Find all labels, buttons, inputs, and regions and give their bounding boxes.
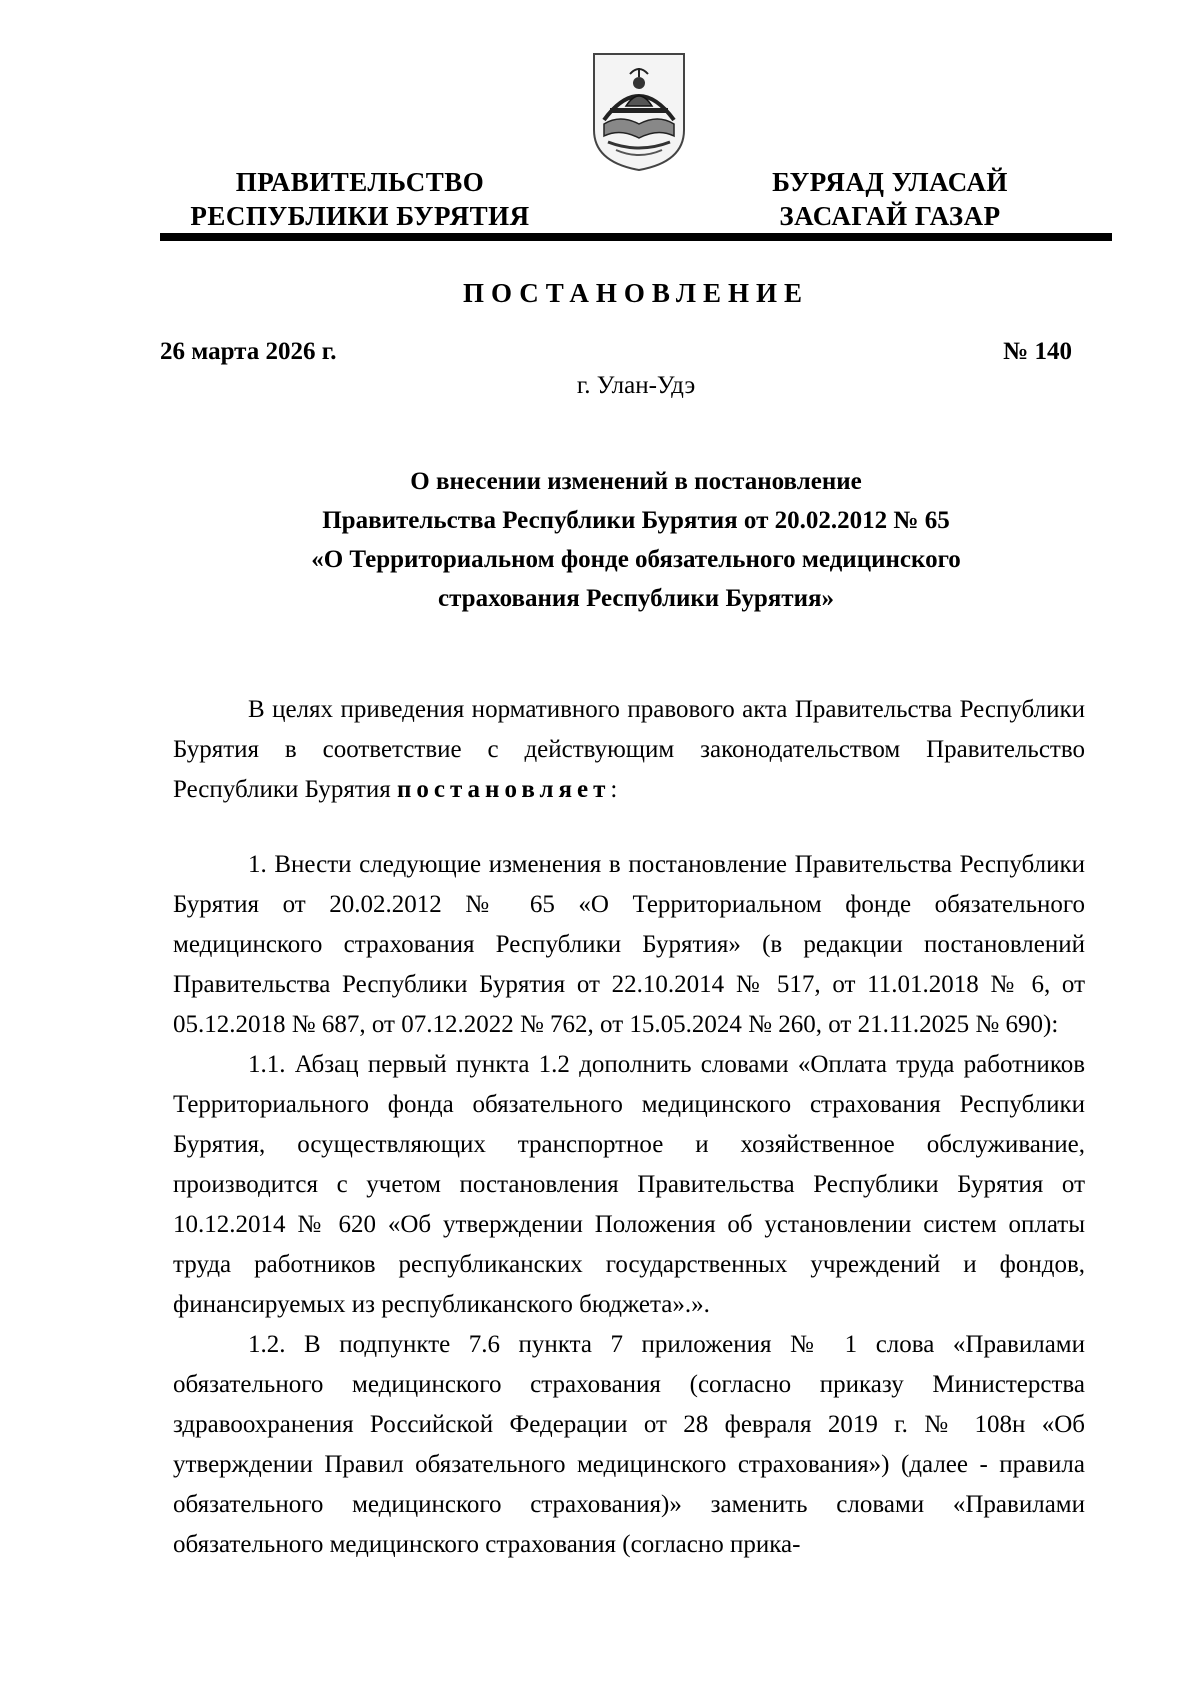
title-line-3: «О Территориальном фонде обязательного медицинского	[311, 546, 961, 573]
header-left-line1: ПРАВИТЕЛЬСТВО	[235, 167, 485, 197]
header-divider	[160, 233, 1112, 241]
clause-1: 1. Внести следующие изменения в постановление Правительства Республики Бурятия от 20.02.2012 № 65 «О Территориальном фонде обязательного медицинского страхования Республики Бурятия» (в редакции постановлений Правительства Республики Бурятия от 22.10.2014 № 517, от 11.01.2018 № 6, от 05.12.2018 № 687, от 07.12.2022 № 762, от 15.05.2024 № 260, от 21.11.2025 № 690):	[173, 851, 1085, 1038]
intro-emphasis: постановляет	[396, 776, 611, 803]
document-number: № 140	[1003, 338, 1072, 365]
main-clauses	[173, 845, 1085, 1565]
title-line-4: страхования Республики Бурятия»	[437, 585, 835, 612]
header-right-bua	[740, 165, 1040, 233]
clause-1-2: 1.2. В подпункте 7.6 пункта 7 приложения № 1 слова «Правилами обязательного медицинского страхования (согласно приказу Министерства здравоохранения Российской Федерации от 28 февраля 2019 г. № 108н «Об утверждении Правил обязательного медицинского страхования») (далее - правила обязательного медицинского страхования)» заменить словами «Правилами обязательного медицинского страхования (согласно прика-	[173, 1331, 1085, 1558]
header-right-line1: БУРЯАД УЛАСАЙ	[772, 167, 1008, 197]
title-line-1: О внесении изменений в постановление	[410, 468, 862, 495]
document-type: ПОСТАНОВЛЕНИЕ	[462, 278, 810, 308]
document-title	[160, 462, 1112, 618]
intro-end: :	[610, 776, 618, 803]
intro-paragraph	[173, 690, 1085, 810]
title-line-2: Правительства Республики Бурятия от 20.02.2012 № 65	[322, 507, 950, 534]
header-left-ru	[160, 165, 560, 233]
coat-of-arms-icon	[590, 50, 688, 174]
header-right-line2: ЗАСАГАЙ ГАЗАР	[779, 201, 1001, 231]
clause-1-1: 1.1. Абзац первый пункта 1.2 дополнить словами «Оплата труда работников Территориального фонда обязательного медицинского страхования Республики Бурятия, осуществляющих транспортное и хозяйственное обслуживание, производится с учетом постановления Правительства Республики Бурятия от 10.12.2014 № 620 «Об утверждении Положения об установлении систем оплаты труда работников республиканских государственных учреждений и фондов, финансируемых из республиканского бюджета».».	[173, 1051, 1085, 1318]
document-date: 26 марта 2026 г.	[160, 338, 337, 365]
document-city: г. Улан-Удэ	[576, 372, 696, 399]
header-left-line2: РЕСПУБЛИКИ БУРЯТИЯ	[190, 201, 530, 231]
intro-text: В целях приведения нормативного правового акта Правительства Республики Бурятия в соответствие с действующим законодательством Правительство Республики Бурятия	[173, 696, 1085, 803]
